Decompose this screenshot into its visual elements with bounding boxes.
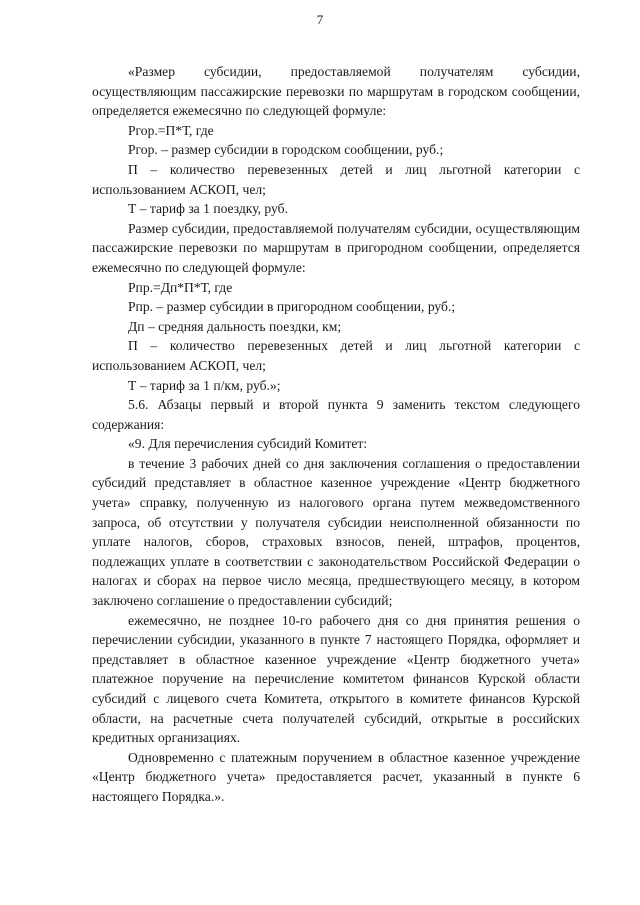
paragraph-10: П – количество перевезенных детей и лиц льготной категории с использованием АСКОП, чел; xyxy=(92,338,580,373)
paragraph-1: «Размер субсидии, предоставляемой получателям субсидии, осуществляющим пассажирские перевозки по маршрутам в городском сообщении, определяется ежемесячно по следующей формуле: xyxy=(92,64,580,119)
page-number: 7 xyxy=(316,12,324,27)
paragraph-6: Размер субсидии, предоставляемой получателям субсидии, осуществляющим пассажирские перевозки по маршрутам в пригородном сообщении, определяется ежемесячно по следующей формуле: xyxy=(92,220,580,275)
paragraph-2: Ргор.=П*Т, где xyxy=(128,122,214,138)
paragraph-7: Рпр.=Дп*П*Т, где xyxy=(128,279,233,295)
paragraph-14: в течение 3 рабочих дней со дня заключения соглашения о предоставлении субсидий представляет в областное казенное учреждение «Центр бюджетного учета» справку, полученную из налогового органа путем межведомственного запроса, об отсутствии у получателя субсидии неисполненной обязанности по уплате налогов, сборов, страховых взносов, пеней, штрафов, процентов, подлежащих уплате в соответствии с законодательством Российской Федерации о налогах и сборах на первое число месяца, предшествующего месяцу, в котором заключено соглашение о предоставлении субсидий; xyxy=(92,455,580,609)
paragraph-3: Ргор. – размер субсидии в городском сообщении, руб.; xyxy=(128,142,444,158)
paragraph-9: Дп – средняя дальность поездки, км; xyxy=(128,318,342,334)
paragraph-16: Одновременно с платежным поручением в областное казенное учреждение «Центр бюджетного учета» предоставляется расчет, указанный в пункте 6 настоящего Порядка.». xyxy=(92,749,580,804)
paragraph-13: «9. Для перечисления субсидий Комитет: xyxy=(128,436,368,452)
paragraph-11: Т – тариф за 1 п/км, руб.»; xyxy=(128,377,281,393)
document-body xyxy=(92,62,580,807)
paragraph-12: 5.6. Абзацы первый и второй пункта 9 заменить текстом следующего содержания: xyxy=(92,397,580,432)
paragraph-4: П – количество перевезенных детей и лиц льготной категории с использованием АСКОП, чел; xyxy=(92,161,580,197)
paragraph-5: Т – тариф за 1 поездку, руб. xyxy=(128,201,288,217)
paragraph-15: ежемесячно, не позднее 10-го рабочего дня со дня принятия решения о перечислении субсидии, указанного в пункте 7 настоящего Порядка, оформляет и представляет в областное казенное учреждение «Центр бюджетного учета» платежное поручение на перечисление комитетом финансов Курской области субсидий с лицевого счета Комитета, открытого в комитете финансов Курской области, на расчетные счета получателей субсидий, открытые в российских кредитных организациях. xyxy=(92,612,580,746)
paragraph-8: Рпр. – размер субсидии в пригородном сообщении, руб.; xyxy=(128,299,456,315)
